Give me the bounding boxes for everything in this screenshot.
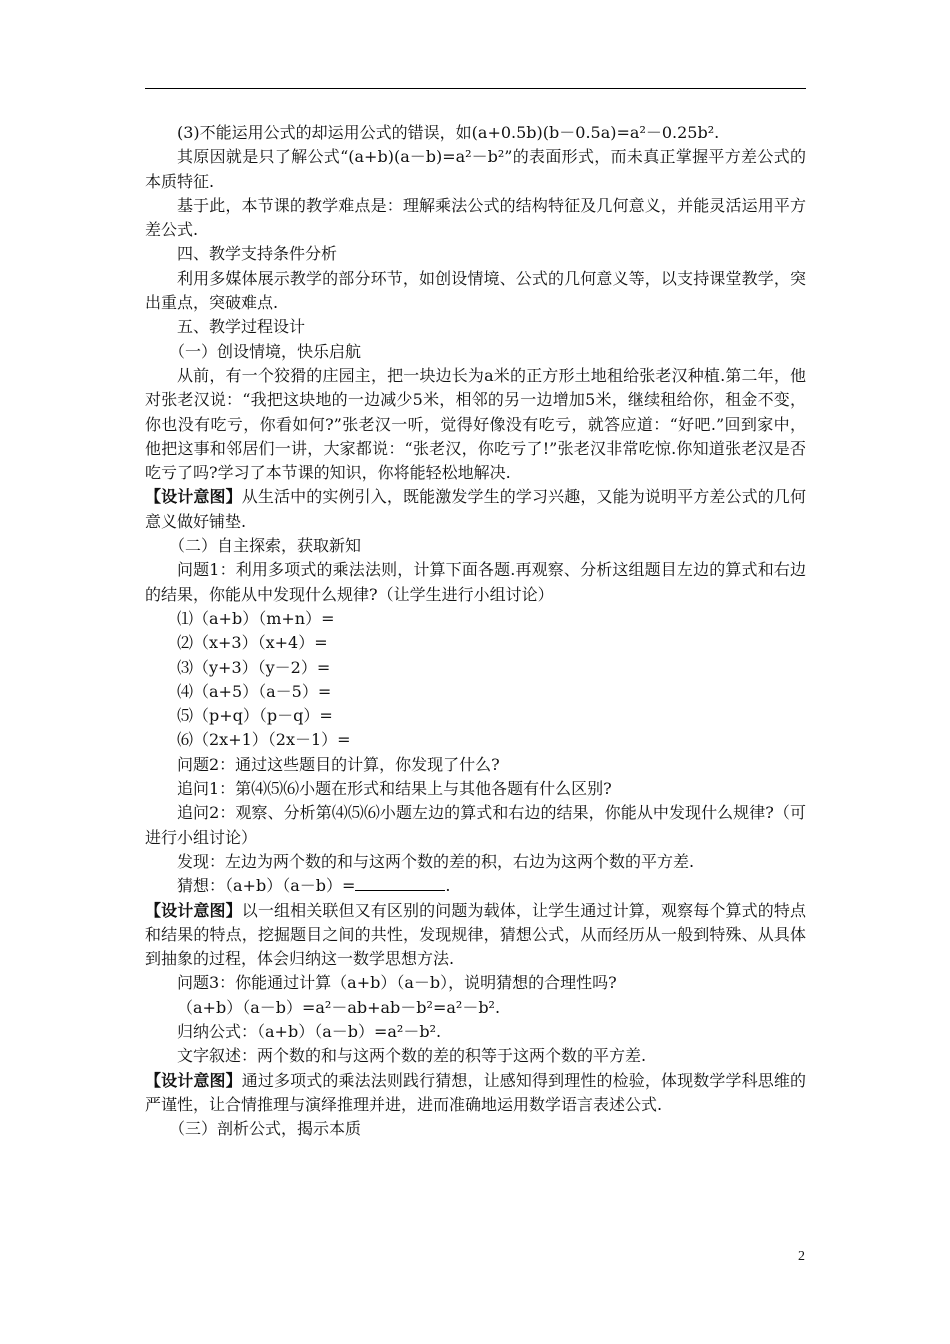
paragraph-error-3: (3)不能运用公式的却运用公式的错误，如(a+0.5b)(b－0.5a)=a²－0.25b².	[177, 123, 720, 142]
design-intent-2	[145, 899, 806, 972]
design-intent-tag: 【设计意图】	[145, 1070, 242, 1090]
finding: 发现：左边为两个数的和与这两个数的差的积，右边为这两个数的平方差.	[177, 851, 695, 871]
design-intent-1	[145, 485, 806, 534]
follow-up-2: 追问2：观察、分析第⑷⑸⑹小题左边的算式和右边的结果，你能从中发现什么规律?（可进行小组讨论）	[145, 803, 806, 847]
subsection-heading-2: （二）自主探索，获取新知	[169, 536, 362, 556]
exercise-item: ⑶（y+3）（y－2）=	[177, 657, 331, 677]
exercise-item: ⑷（a+5）（a－5）=	[177, 681, 332, 701]
design-intent-3	[145, 1069, 806, 1118]
question-1: 问题1：利用多项式的乘法法则，计算下面各题.再观察、分析这组题目左边的算式和右边的结果，你能从中发现什么规律?（让学生进行小组讨论）	[145, 560, 806, 604]
exercise-item: ⑸（p+q）（p－q）=	[177, 706, 333, 726]
paragraph-reason: 其原因就是只了解公式“(a+b)(a－b)=a²－b²”的表面形式，而未真正掌握平方差公式的本质特征.	[145, 147, 806, 191]
document-body	[145, 121, 806, 1141]
induced-formula: 归纳公式：（a+b）（a－b）=a²－b².	[177, 1021, 442, 1041]
paragraph-support: 利用多媒体展示教学的部分环节，如创设情境、公式的几何意义等，以支持课堂教学，突出重点，突破难点.	[145, 268, 806, 313]
design-intent-tag: 【设计意图】	[145, 900, 242, 920]
follow-up-1: 追问1：第⑷⑸⑹小题在形式和结果上与其他各题有什么区别?	[177, 779, 612, 799]
question-2: 问题2：通过这些题目的计算，你发现了什么?	[177, 754, 500, 774]
answer-blank	[355, 876, 445, 891]
paragraph-difficulty: 基于此，本节课的教学难点是：理解乘法公式的结构特征及几何意义，并能灵活运用平方差公式.	[145, 195, 806, 240]
question-3: 问题3：你能通过计算（a+b）（a－b），说明猜想的合理性吗?	[177, 973, 617, 993]
subsection-heading-3: （三）剖析公式，揭示本质	[169, 1119, 362, 1139]
section-heading-5: 五、教学过程设计	[177, 317, 306, 337]
paragraph-story: 从前，有一个狡猾的庄园主，把一块边长为a米的正方形土地租给张老汉种植.第二年，他对张老汉说：“我把这块地的一边减少5米，相邻的另一边增加5米，继续租给你，租金不变，你也没有吃亏，你看如何?”张老汉一听，觉得好像没有吃亏，就答应道：“好吧.”回到家中，他把这事和邻居们一讲，大家都说：“张老汉，你吃亏了!”张老汉非常吃惊.你知道张老汉是否吃亏了吗?学习了本节课的知识，你将能轻松地解决.	[145, 365, 806, 483]
design-intent-text: 从生活中的实例引入，既能激发学生的学习兴趣，又能为说明平方差公式的几何意义做好铺垫.	[145, 487, 806, 531]
exercise-item: ⑴（a+b）（m+n）=	[177, 608, 335, 628]
conjecture-text: 猜想：（a+b）（a－b）=	[177, 876, 356, 896]
calculation: （a+b）（a－b）=a²－ab+ab－b²=a²－b².	[177, 997, 501, 1017]
section-heading-4: 四、教学支持条件分析	[177, 244, 338, 264]
conjecture	[145, 874, 806, 898]
design-intent-text: 以一组相关联但又有区别的问题为载体，让学生通过计算，观察每个算式的特点和结果的特点，挖掘题目之间的共性，发现规律，猜想公式，从而经历从一般到特殊、从具体到抽象的过程，体会归纳这一数学思想方法.	[145, 900, 806, 969]
page-number: 2	[798, 1249, 805, 1264]
subsection-heading-1: （一）创设情境，快乐启航	[169, 341, 362, 361]
design-intent-text: 通过多项式的乘法法则践行猜想，让感知得到理性的检验，体现数学学科思维的严谨性，让合情推理与演绎推理并进，进而准确地运用数学语言表述公式.	[145, 1070, 806, 1114]
exercise-item: ⑵（x+3）（x+4）=	[177, 633, 328, 653]
conjecture-end: .	[445, 876, 451, 896]
verbal-statement: 文字叙述：两个数的和与这两个数的差的积等于这两个数的平方差.	[177, 1046, 647, 1066]
design-intent-tag: 【设计意图】	[145, 487, 242, 507]
exercise-item: ⑹（2x+1）（2x－1）=	[177, 730, 351, 750]
header-rule	[145, 88, 806, 89]
